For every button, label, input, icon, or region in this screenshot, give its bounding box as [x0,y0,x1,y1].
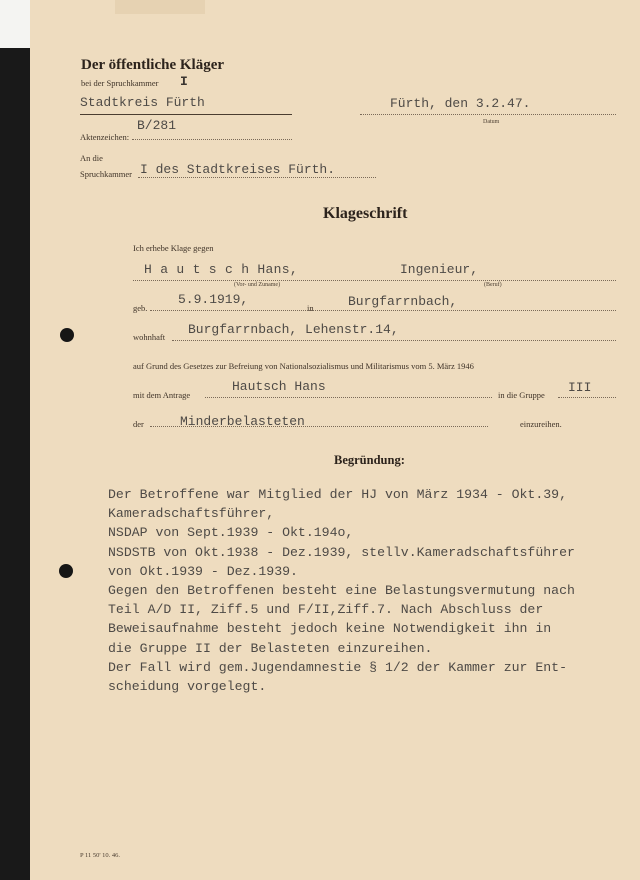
reasoning-line: Beweisaufnahme besteht jedoch keine Notwendigkeit ihn in [108,621,552,637]
date-line [360,114,616,115]
file-number-line [132,139,292,140]
office-subtitle: bei der Spruchkammer [81,78,159,88]
group-line [558,397,616,398]
reasoning-line: Kameradschaftsführer, [108,506,275,522]
intro-text: Ich erhebe Klage gegen [133,243,214,253]
birth-in-label: in [307,303,314,313]
defendant-name: H a u t s c h Hans, [144,262,298,277]
birth-place: Burgfarrnbach, [348,294,458,309]
name-caption: (Vor- und Zuname) [234,282,281,288]
punch-hole-top [60,328,74,342]
chamber-number: I [180,74,188,89]
residence-line [172,340,616,341]
category-line [150,426,488,427]
law-text: auf Grund des Gesetzes zur Befreiung von Nationalsozialismus und Militarismus vom 5. März 1946 [133,361,474,371]
reasoning-line: Gegen den Betroffenen besteht eine Belastungsvermutung nach [108,583,575,599]
residence-value: Burgfarrnbach, Lehenstr.14, [188,322,399,337]
der-label: der [133,419,144,429]
reasoning-line: Der Betroffene war Mitglied der HJ von März 1934 - Okt.39, [108,487,567,502]
reasoning-line: NSDAP von Sept.1939 - Okt.194o, [108,525,354,541]
reasoning-line: scheidung vorgelegt. [108,679,267,695]
recipient-label-2: Spruchkammer [80,169,132,179]
category-value: Minderbelasteten [180,414,305,429]
file-number: B/281 [137,118,177,133]
born-label: geb. [133,303,148,313]
file-label: Aktenzeichen: [80,132,130,142]
district-underline [80,114,292,115]
place-date: Fürth, den 3.2.47. [390,96,531,111]
birth-date: 5.9.1919, [178,292,249,307]
date-caption: Datum [483,119,500,125]
motion-line [205,397,492,398]
recipient-value: I des Stadtkreises Fürth. [140,162,336,177]
document-title: Klageschrift [323,205,408,222]
torn-corner [115,0,205,14]
reasoning-heading: Begründung: [334,453,405,467]
motion-label: mit dem Antrage [133,390,191,400]
reasoning-body [108,485,608,696]
einzureihen-label: einzureihen. [520,419,562,429]
scanner-margin-top [0,0,30,48]
reasoning-line: Teil A/D II, Ziff.5 und F/II,Ziff.7. Nach Abschluss der [108,602,544,618]
group-label: in die Gruppe [498,390,545,400]
office-title: Der öffentliche Kläger [81,57,225,73]
reasoning-line: NSDSTB von Okt.1938 - Dez.1939, stellv.Kameradschaftsführer [108,544,575,560]
birth-line [150,310,616,311]
reasoning-line: von Okt.1939 - Dez.1939. [108,563,298,579]
defendant-profession: Ingenieur, [400,262,479,277]
district-name: Stadtkreis Fürth [80,95,205,110]
recipient-line [138,177,376,178]
recipient-label-1: An die [80,153,103,163]
punch-hole-bottom [59,564,73,578]
reasoning-line: Der Fall wird gem.Jugendamnestie § 1/2 der Kammer zur Ent- [108,659,567,675]
name-line [133,280,616,281]
motion-name: Hautsch Hans [232,379,326,394]
scanner-margin-left [0,48,30,880]
residence-label: wohnhaft [133,332,166,342]
group-value: III [568,380,592,395]
profession-caption: (Beruf) [484,282,502,288]
reasoning-line: die Gruppe II der Belasteten einzureihen. [108,640,433,656]
form-code: P 11 50' 10. 46. [80,852,121,859]
